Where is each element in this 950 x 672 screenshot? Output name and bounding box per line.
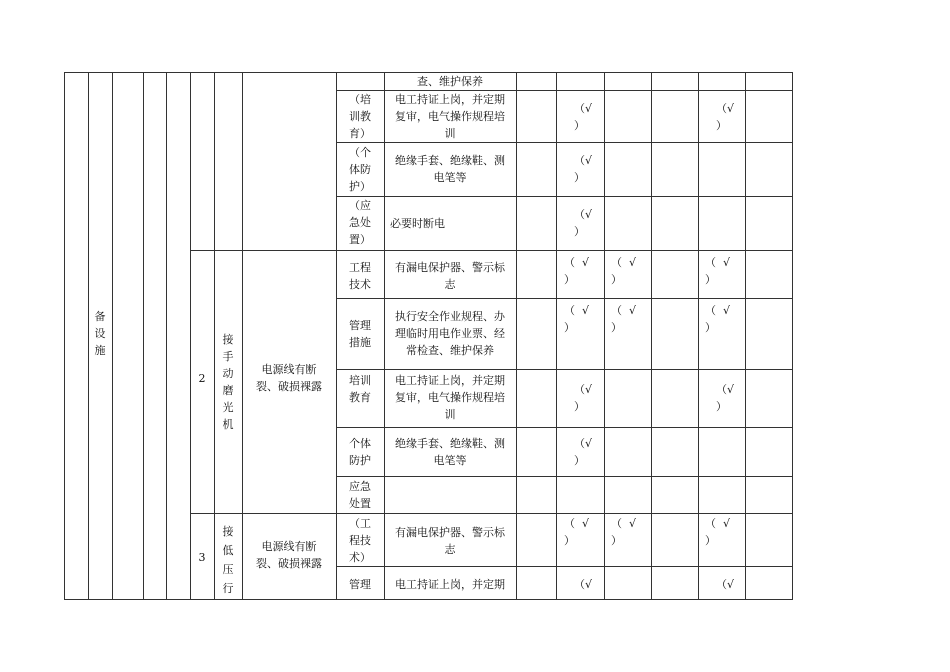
- col-line: [112, 72, 113, 600]
- row-line: [336, 298, 793, 299]
- row-line: [336, 142, 793, 143]
- measure-type: （培 训教 育）: [349, 93, 371, 140]
- hazard-description: 电源线有断 裂、破损裸露: [256, 363, 322, 393]
- measure-type: 管理 措施: [349, 319, 371, 349]
- group-separator: [190, 513, 793, 514]
- equipment-name: 接 手 动 磨 光 机: [222, 333, 234, 431]
- category-label: 备 设 施: [94, 310, 106, 357]
- col-line: [516, 72, 517, 600]
- hazard-description: 电源线有断 裂、破损裸露: [256, 540, 322, 570]
- check-mark: （ √ ）: [705, 256, 731, 286]
- measure-content: 执行安全作业规程、办 理临时用电作业票、经 常检查、维护保养: [395, 310, 505, 357]
- measure-content: 绝缘手套、绝缘鞋、测 电笔等: [395, 154, 505, 184]
- check-mark: （√ ）: [716, 383, 735, 413]
- check-mark: （√ ）: [574, 383, 593, 413]
- row-line: [336, 566, 793, 567]
- group-separator: [190, 250, 793, 251]
- equipment-name: 接 低 压 行: [222, 525, 234, 595]
- check-mark: （ √ ）: [611, 517, 637, 547]
- check-mark: （√ ）: [574, 208, 593, 238]
- col-line: [190, 72, 191, 600]
- col-line: [242, 72, 243, 600]
- measure-type: 应急 处置: [349, 480, 371, 510]
- measures-table: [64, 72, 793, 600]
- measure-type: 个体 防护: [349, 437, 371, 467]
- check-mark: （√: [574, 578, 593, 591]
- col-line: [745, 72, 746, 600]
- item-number: 3: [198, 551, 206, 564]
- measure-type: （个 体防 护）: [349, 146, 371, 193]
- row-line: [336, 427, 793, 428]
- measure-content: 有漏电保护器、警示标 志: [395, 261, 505, 291]
- col-line: [604, 72, 605, 600]
- measure-type: 管理: [349, 578, 371, 591]
- check-mark: （ √ ）: [611, 304, 637, 334]
- table-border-right: [792, 72, 793, 600]
- check-mark: （ √ ）: [705, 517, 731, 547]
- col-line: [698, 72, 699, 600]
- measure-content: 电工持证上岗，并定期 复审，电气操作规程培 训: [395, 374, 505, 421]
- table-border-bottom: [64, 599, 793, 600]
- measure-content: 绝缘手套、绝缘鞋、测 电笔等: [395, 437, 505, 467]
- check-mark: （ √ ）: [705, 304, 731, 334]
- measure-content: 电工持证上岗，并定期: [395, 578, 505, 591]
- item-number: 2: [198, 372, 206, 385]
- check-mark: （ √ ）: [564, 256, 590, 286]
- measure-type: 培训 教育: [349, 374, 371, 404]
- measure-type: （工 程技 术）: [349, 517, 371, 564]
- check-mark: （√ ）: [574, 154, 593, 184]
- check-mark: （√ ）: [574, 437, 593, 467]
- table-border-left: [64, 72, 65, 600]
- measure-type: （应 急处 置）: [349, 199, 371, 246]
- check-mark: （√ ）: [716, 102, 735, 132]
- check-mark: （ √ ）: [564, 517, 590, 547]
- row-line: [336, 369, 793, 370]
- col-line: [143, 72, 144, 600]
- col-line: [651, 72, 652, 600]
- check-mark: （√ ）: [574, 102, 593, 132]
- check-mark: （ √ ）: [611, 256, 637, 286]
- row-line: [336, 196, 793, 197]
- col-line: [166, 72, 167, 600]
- row-content: 查、维护保养: [417, 75, 483, 88]
- check-mark: （√: [716, 578, 735, 591]
- measure-type: 工程 技术: [349, 261, 371, 291]
- col-line: [556, 72, 557, 600]
- measure-content: 电工持证上岗，并定期 复审，电气操作规程培 训: [395, 93, 505, 140]
- row-line: [336, 476, 793, 477]
- check-mark: （ √ ）: [564, 304, 590, 334]
- measure-content: 有漏电保护器、警示标 志: [395, 526, 505, 556]
- measure-content: 必要时断电: [390, 217, 445, 230]
